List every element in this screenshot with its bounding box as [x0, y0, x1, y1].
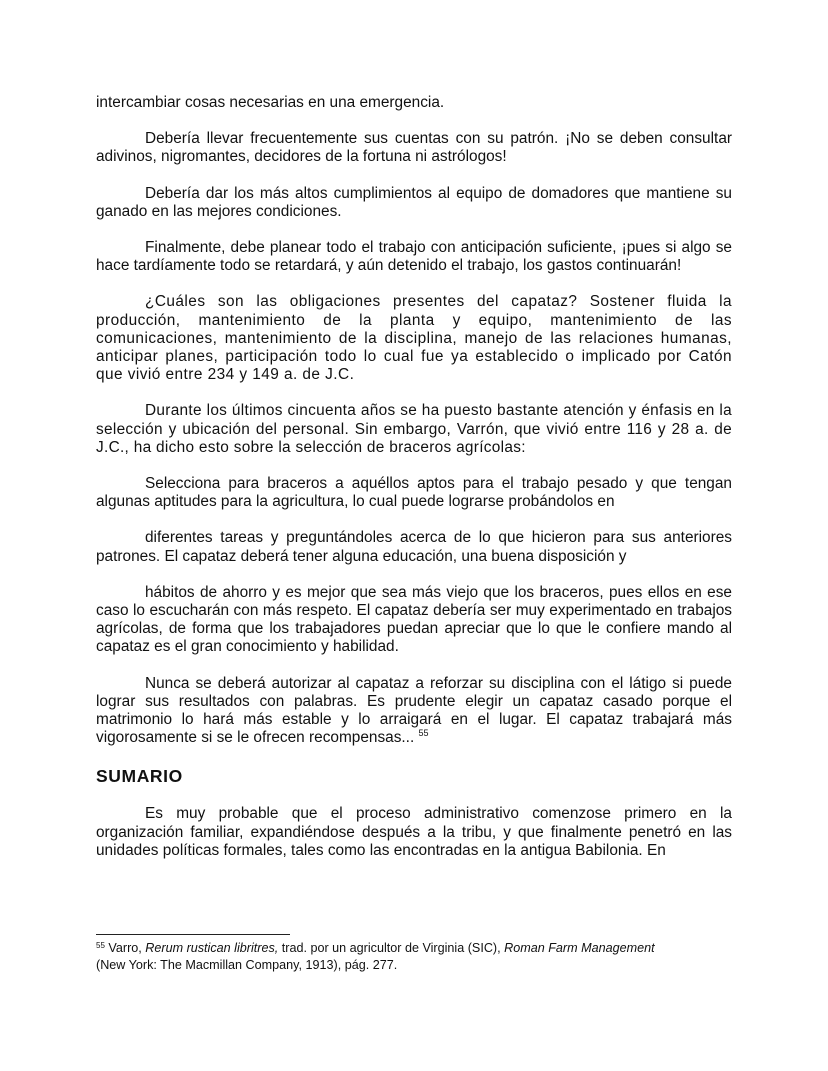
paragraph-accounts: Debería llevar frecuentemente sus cuentas con su patrón. ¡No se deben consultar adivinos, nigromantes, decidores de la fortuna ni astrólogos! [96, 130, 732, 166]
paragraph-tamers: Debería dar los más altos cumplimientos al equipo de domadores que mantiene su ganado en las mejores condiciones. [96, 184, 732, 220]
paragraph-quote-4 [96, 675, 732, 748]
paragraph-quote-3: hábitos de ahorro y es mejor que sea más viejo que los braceros, pues ellos en ese caso lo escucharán con más respeto. El capataz debería ser muy experimentado en trabajos agrícolas, de forma que los trabajadores puedan apreciar que lo que le confiere mando al capataz es el gran conocimiento y habilidad. [96, 583, 732, 656]
paragraph-obligations: ¿Cuáles son las obligaciones presentes del capataz? Sostener fluida la producción, mantenimiento de la planta y equipo, mantenimiento de las comunicaciones, mantenimiento de la disciplina, manejo de las relaciones humanas, anticipar planes, participación todo lo cual fue ya establecido o implicado por Catón que vivió entre 234 y 149 a. de J.C. [96, 293, 732, 384]
footnote-title-english: Roman Farm Management [504, 941, 655, 955]
paragraph-quote-1: Selecciona para braceros a aquéllos aptos para el trabajo pesado y que tengan algunas aptitudes para la agricultura, lo cual puede lograrse probándolos en [96, 475, 732, 511]
paragraph-quote-2: diferentes tareas y preguntándoles acerca de lo que hicieron para sus anteriores patrones. El capataz deberá tener alguna educación, una buena disposición y [96, 529, 732, 565]
footnote-number: 55 [96, 941, 105, 950]
footnote-author: Varro, [108, 941, 142, 955]
section-heading: SUMARIO [96, 766, 183, 787]
paragraph-selection: Durante los últimos cincuenta años se ha puesto bastante atención y énfasis en la selección y ubicación del personal. Sin embargo, Varrón, que vivió entre 116 y 28 a. de J.C., ha dicho esto sobre la selección de braceros agrícolas: [96, 402, 732, 456]
quote-4-text: Nunca se deberá autorizar al capataz a reforzar su disciplina con el látigo si puede lograr sus resultados con palabras. Es prudente elegir un capataz casado porque el matrimonio lo hará más estable y lo arraigará en el lugar. El capataz trabajará más vigorosamente si se le ofrecen recompensas... [96, 674, 732, 747]
footnote [96, 940, 732, 973]
paragraph-summary: Es muy probable que el proceso administrativo comenzose primero en la organización familiar, expandiéndose después a la tribu, y que finalmente penetró en las unidades políticas formales, tales como las encontradas en la antigua Babilonia. En [96, 805, 732, 859]
footnote-title-latin: Rerum rustican libritres, [145, 941, 279, 955]
document-body [96, 94, 732, 878]
footnote-publication: (New York: The Macmillan Company, 1913), pág. 277. [96, 957, 398, 972]
footnote-divider [96, 934, 290, 935]
footnote-translator: trad. por un agricultor de Virginia (SIC), [281, 941, 501, 955]
paragraph-continuation: intercambiar cosas necesarias en una emergencia. [96, 94, 445, 111]
paragraph-planning: Finalmente, debe planear todo el trabajo con anticipación suficiente, ¡pues si algo se hace tardíamente todo se retardará, y aún detenido el trabajo, los gastos continuarán! [96, 239, 732, 275]
footnote-reference: 55 [418, 728, 429, 739]
